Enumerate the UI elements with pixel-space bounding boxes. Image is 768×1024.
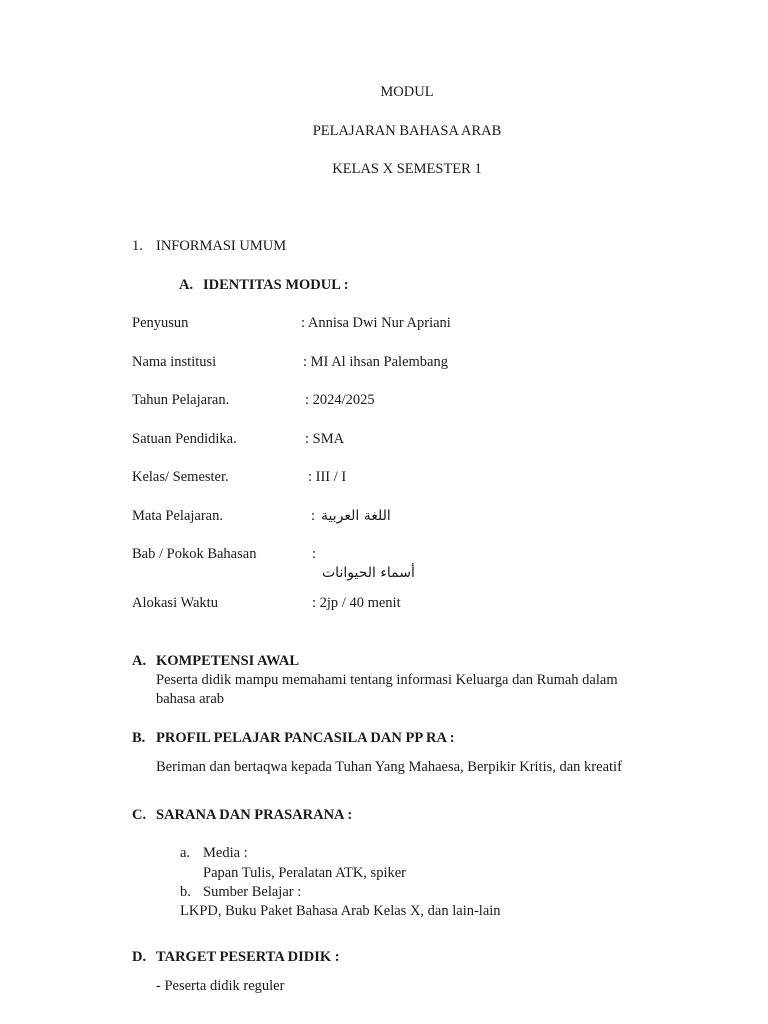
section-title-sarana: SARANA DAN PRASARANA : xyxy=(156,807,353,823)
module-subject: PELAJARAN BAHASA ARAB xyxy=(312,123,502,139)
row-value-institusi: : MI Al ihsan Palembang xyxy=(303,354,448,370)
section-letter-a: A. xyxy=(132,653,147,669)
row-value-satuan: : SMA xyxy=(305,431,345,447)
row-label-alokasi: Alokasi Waktu xyxy=(132,595,218,611)
row-colon-bab: : xyxy=(312,546,317,562)
row-value-alokasi: : 2jp / 40 menit xyxy=(312,595,401,611)
media-text: Papan Tulis, Peralatan ATK, spiker xyxy=(203,865,406,881)
subsection-letter: A. xyxy=(179,277,194,293)
row-value-penyusun: : Annisa Dwi Nur Apriani xyxy=(301,315,451,331)
row-value-mapel: اللغة العربية xyxy=(321,508,391,524)
row-colon-mapel: : xyxy=(311,508,316,524)
section-letter-c: C. xyxy=(132,807,147,823)
row-value-bab: أسماء الحيوانات xyxy=(322,565,415,581)
section-letter-b: B. xyxy=(132,730,146,746)
module-title: MODUL xyxy=(380,84,434,100)
sumber-label: Sumber Belajar : xyxy=(203,884,302,900)
target-item: - Peserta didik reguler xyxy=(156,978,285,994)
row-label-mapel: Mata Pelajaran. xyxy=(132,508,223,524)
section-title-profil: PROFIL PELAJAR PANCASILA DAN PP RA : xyxy=(156,730,455,746)
row-label-bab: Bab / Pokok Bahasan xyxy=(132,546,257,562)
row-value-tahun: : 2024/2025 xyxy=(305,392,375,408)
profil-text: Beriman dan bertaqwa kepada Tuhan Yang Mahaesa, Berpikir Kritis, dan kreatif xyxy=(156,759,622,775)
row-label-tahun: Tahun Pelajaran. xyxy=(132,392,230,408)
kompetensi-text-line2: bahasa arab xyxy=(156,691,225,707)
sumber-text: LKPD, Buku Paket Bahasa Arab Kelas X, dan lain-lain xyxy=(180,903,501,919)
list-letter-media: a. xyxy=(180,845,191,861)
section-letter-d: D. xyxy=(132,949,147,965)
row-value-kelas: : III / I xyxy=(308,469,347,485)
section-number: 1. xyxy=(132,238,143,254)
section-title-informasi-umum: INFORMASI UMUM xyxy=(156,238,287,254)
kompetensi-text-line1: Peserta didik mampu memahami tentang informasi Keluarga dan Rumah dalam xyxy=(156,672,618,688)
subsection-title-identitas: IDENTITAS MODUL : xyxy=(203,277,349,293)
row-label-institusi: Nama institusi xyxy=(132,354,217,370)
row-label-penyusun: Penyusun xyxy=(132,315,189,331)
media-label: Media : xyxy=(203,845,248,861)
list-letter-sumber: b. xyxy=(180,884,191,900)
module-class: KELAS X SEMESTER 1 xyxy=(332,161,482,177)
row-label-satuan: Satuan Pendidika. xyxy=(132,431,237,447)
section-title-kompetensi: KOMPETENSI AWAL xyxy=(156,653,300,669)
row-label-kelas: Kelas/ Semester. xyxy=(132,469,229,485)
section-title-target: TARGET PESERTA DIDIK : xyxy=(156,949,340,965)
